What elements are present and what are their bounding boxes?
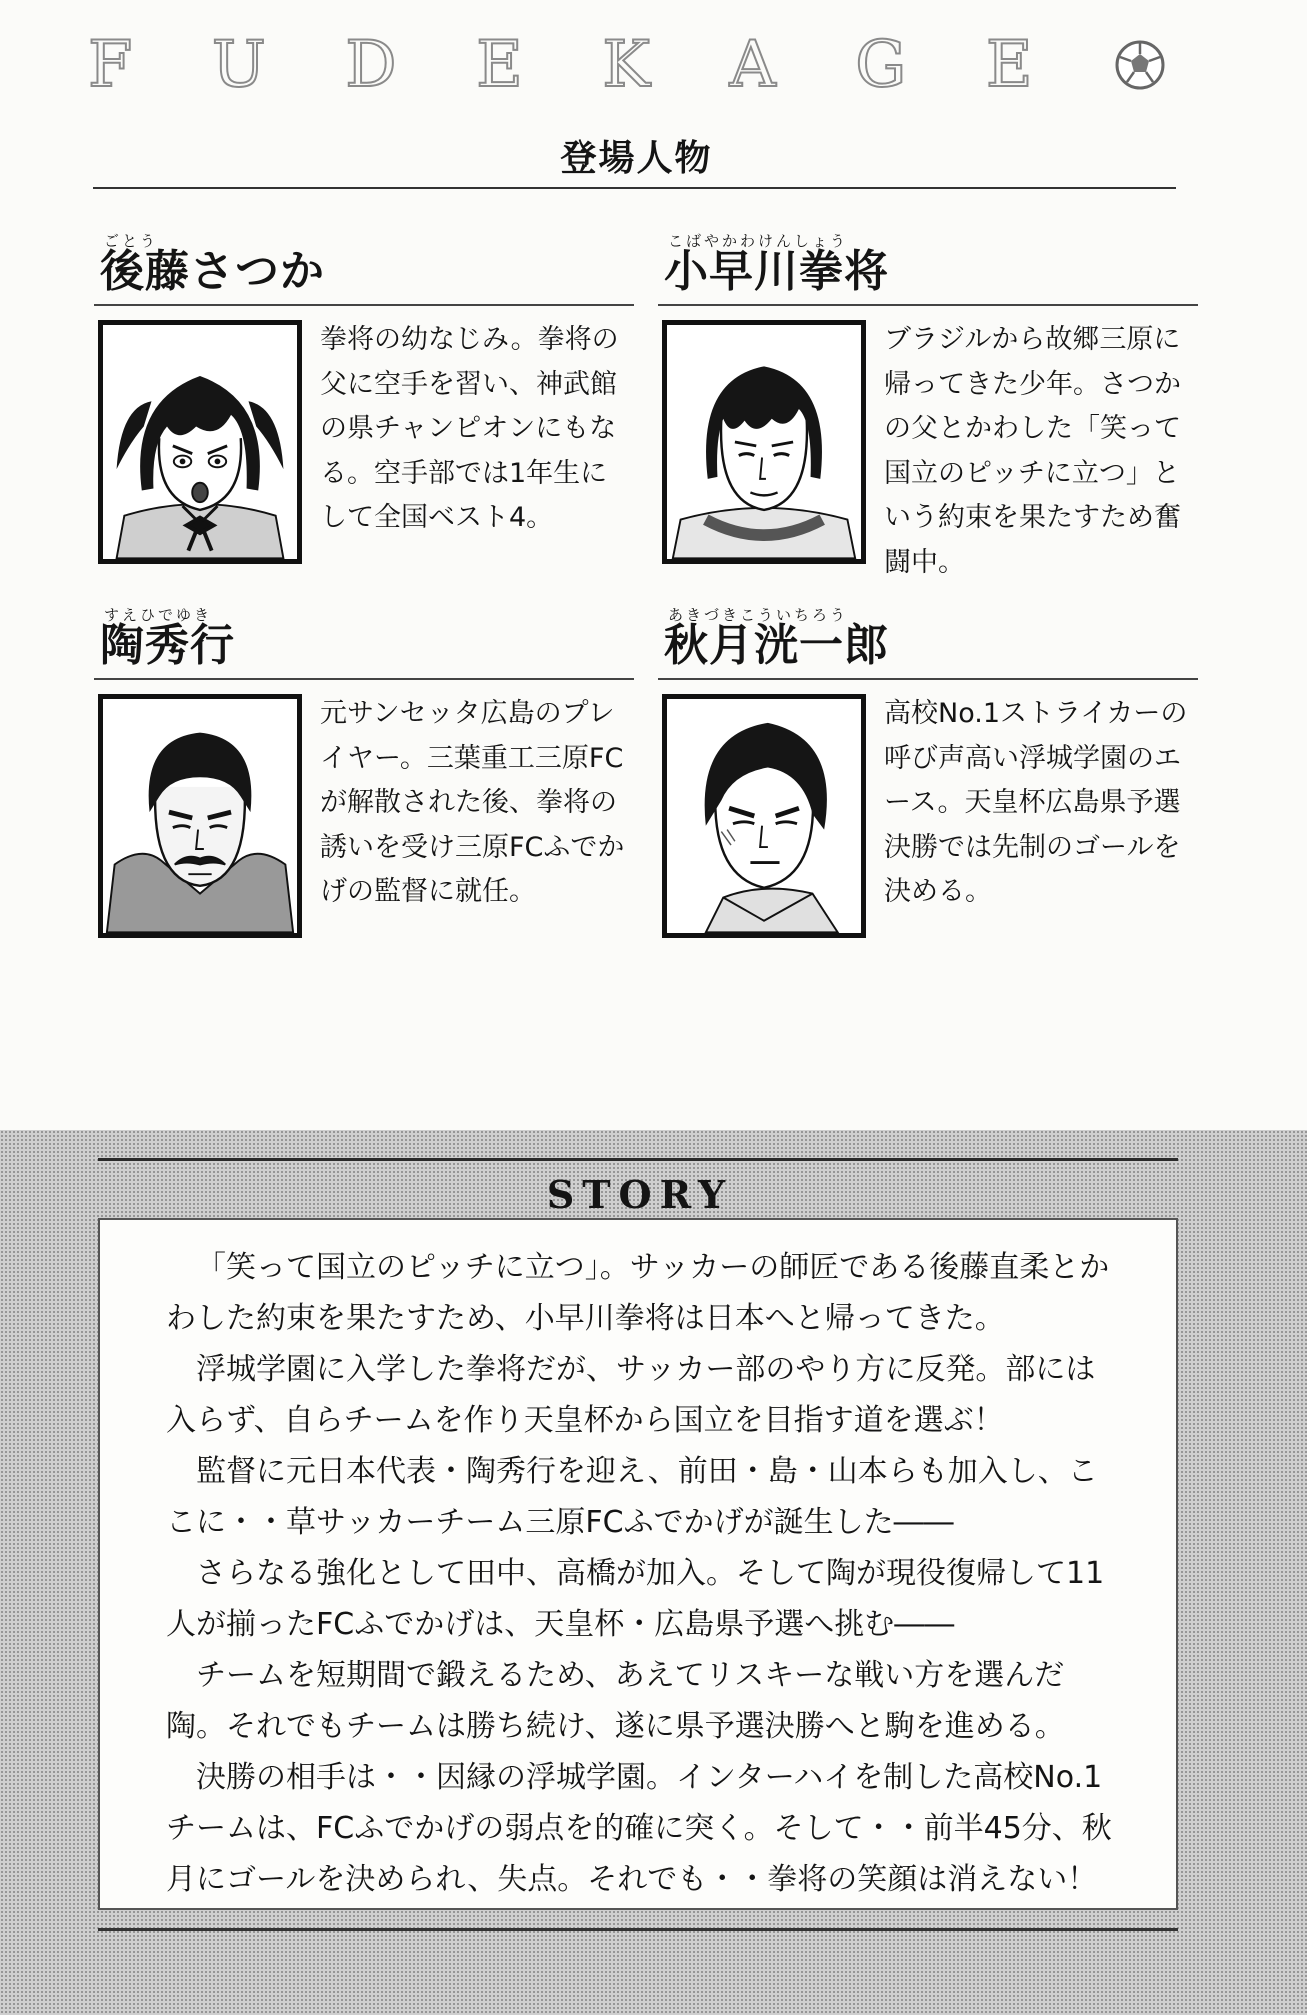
story-paragraph: 「笑って国立のピッチに立つ」。サッカーの師匠である後藤直柔とかわした約束を果たすため、小早川拳将は日本へと帰ってきた。 <box>166 1250 1110 1336</box>
logo-letter: E <box>985 28 1033 102</box>
logo-letter: E <box>476 28 523 102</box>
character-description: 高校No.1ストライカーの呼び声高い浮城学園のエース。天皇杯広島県予選決勝では先制のゴールを決める。 <box>884 698 1188 907</box>
character-card <box>94 198 634 578</box>
character-name: 秋月洸一郎 <box>664 620 889 671</box>
logo-letter: U <box>211 28 266 102</box>
character-description: ブラジルから故郷三原に帰ってきた少年。さつかの父とかわした「笑って国立のピッチに立つ」という約束を果たすため奮闘中。 <box>884 324 1181 578</box>
character-name: 後藤さつか <box>100 246 325 297</box>
character-description: 元サンセッタ広島のプレイヤー。三葉重工三原FCが解散された後、拳将の誘いを受け三原FCふでかげの監督に就任。 <box>320 698 625 907</box>
logo-letter: F <box>88 28 133 102</box>
logo-letter: A <box>729 28 776 102</box>
character-name: 小早川拳将 <box>664 246 889 297</box>
logo-letter: G <box>855 28 907 102</box>
soccer-ball-emblem-icon <box>1112 37 1168 93</box>
divider <box>658 678 1198 680</box>
story-paragraph: さらなる強化として田中、高橋が加入。そして陶が現役復帰して11人が揃ったFCふでかげは、天皇杯・広島県予選へ挑む―― <box>166 1556 1105 1642</box>
divider <box>93 187 1176 189</box>
mustached-man-portrait-icon <box>98 694 302 938</box>
story-paragraph: 浮城学園に入学した拳将だが、サッカー部のやり方に反発。部には入らず、自らチームを作り天皇杯から国立を目指す道を選ぶ！ <box>166 1352 1096 1438</box>
fudekage-logo <box>88 30 1168 100</box>
divider <box>98 1928 1178 1931</box>
name-reading: こばやかわけんしょう <box>668 232 849 250</box>
story-paragraph: チームを短期間で鍛えるため、あえてリスキーな戦い方を選んだ陶。それでもチームは勝ち続け、遂に県予選決勝へと駒を進める。 <box>166 1658 1065 1744</box>
character-card <box>658 198 1198 578</box>
name-reading: ごとう <box>104 232 159 250</box>
name-reading: あきづきこういちろう <box>668 606 849 624</box>
logo-letter: D <box>345 28 397 102</box>
story-text <box>166 1242 1116 1905</box>
divider <box>658 304 1198 306</box>
divider <box>98 1158 1178 1161</box>
section-title: 登場人物 <box>560 138 713 179</box>
logo-letter: K <box>602 28 651 102</box>
striker-portrait-icon <box>662 694 866 938</box>
divider <box>94 678 634 680</box>
character-card <box>658 572 1198 952</box>
divider <box>94 304 634 306</box>
character-card <box>94 572 634 952</box>
boy-portrait-icon <box>662 320 866 564</box>
character-name: 陶秀行 <box>100 620 235 671</box>
name-reading: すえひでゆき <box>104 606 213 624</box>
story-paragraph: 決勝の相手は・・因縁の浮城学園。インターハイを制した高校No.1チームは、FCふでかげの弱点を的確に突く。そして・・前半45分、秋月にゴールを決められ、失点。それでも・・拳将の笑顔は消えない！ <box>166 1760 1112 1897</box>
story-paragraph: 監督に元日本代表・陶秀行を迎え、前田・島・山本らも加入し、ここに・・草サッカーチーム三原FCふでかげが誕生した―― <box>166 1454 1098 1540</box>
girl-portrait-icon <box>98 320 302 564</box>
story-box <box>98 1218 1178 1910</box>
character-description: 拳将の幼なじみ。拳将の父に空手を習い、神武館の県チャンピオンにもなる。空手部では1年生にして全国ベスト4。 <box>320 324 619 533</box>
story-title: STORY <box>546 1172 734 1217</box>
